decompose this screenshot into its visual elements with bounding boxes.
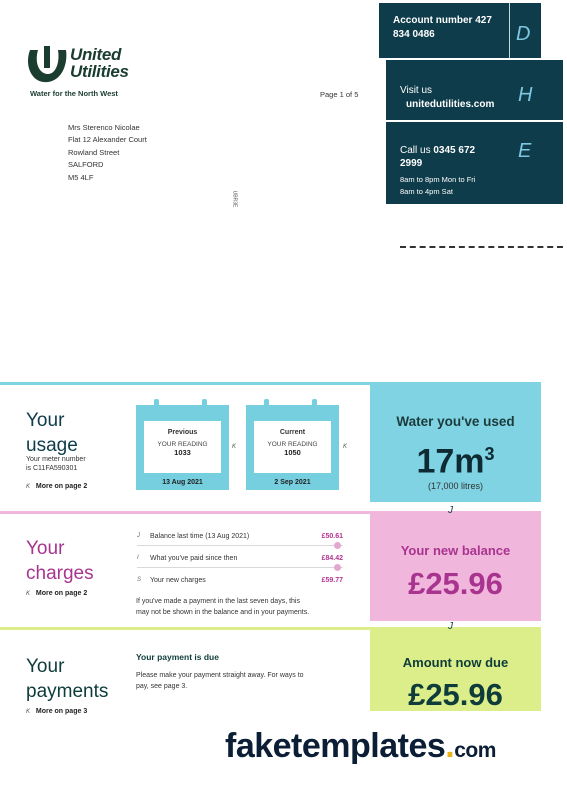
previous-reading-value: 1033: [174, 448, 191, 457]
pink-dot: [334, 542, 341, 549]
address-line: Rowland Street: [68, 147, 120, 157]
address-line: Flat 12 Alexander Court: [68, 135, 147, 145]
tear-off-line: [400, 246, 563, 248]
previous-reading-label: YOUR READING: [157, 441, 208, 448]
payment-note: If you've made a payment in the last seven days, this may not be shown in the balance and in your payments.: [136, 598, 310, 616]
usage-divider: [0, 382, 370, 385]
current-reading-label: YOUR READING: [267, 441, 318, 448]
amount-due-title: Amount now due: [402, 655, 509, 670]
address-line: Mrs Sterenco Nicolae: [68, 123, 140, 132]
customer-address: [68, 122, 147, 184]
page-indicator: Page 1 of 5: [320, 90, 359, 99]
water-used-box: [370, 382, 541, 502]
mark-k: K: [232, 444, 237, 450]
charges-more-link[interactable]: K More on page 2: [26, 590, 88, 597]
water-used-value: $17m^3$: [416, 442, 495, 481]
address-line: M5 4LF: [68, 172, 94, 182]
new-balance-value: £25.96: [408, 566, 503, 601]
charge-row: J Balance last time (13 Aug 2021) £50.61: [137, 530, 343, 546]
new-balance-box: [370, 511, 541, 621]
visit-us-box: [386, 60, 563, 120]
meter-number: Your meter number is C11FA590301: [26, 456, 86, 472]
new-balance-title: Your new balance: [400, 543, 511, 558]
account-number: 834 0486: [393, 29, 435, 40]
account-number-box: [379, 3, 541, 58]
vertical-code: UBR3E: [231, 190, 238, 208]
usage-title: Your usage: [26, 410, 78, 456]
previous-title: Previous: [167, 429, 198, 436]
current-reading-value: 1050: [284, 448, 301, 457]
amount-due-value: £25.96: [408, 677, 503, 712]
phone-number-end[interactable]: 2999: [400, 158, 423, 169]
address-line: SALFORD: [68, 160, 104, 170]
phone-number[interactable]: 0345 672: [433, 145, 476, 156]
mark-k: K: [343, 444, 348, 450]
call-label: Call us 0345 672: [400, 145, 476, 156]
call-letter: E: [518, 140, 532, 162]
visit-label: Visit us: [400, 85, 433, 96]
brand-tagline: Water for the North West: [30, 89, 118, 98]
watermark: faketemplates.com: [225, 727, 496, 765]
usage-more-link[interactable]: K More on page 2: [26, 483, 88, 490]
account-letter: D: [516, 23, 531, 45]
brand-name: United Utilities: [70, 45, 129, 81]
website-link[interactable]: unitedutilities.com: [406, 99, 495, 110]
charges-title: Your charges: [26, 538, 94, 584]
amount-due-box: [370, 627, 541, 711]
current-title: Current: [279, 429, 306, 436]
account-label: Account number 427: [393, 15, 492, 26]
payment-due-text: Please make your payment straight away. For ways to pay, see page 3.: [136, 672, 304, 690]
arrow-mark: J: [448, 505, 453, 516]
water-used-title: Water you've used: [396, 414, 515, 429]
pink-dot: [334, 564, 341, 571]
current-reading-date: 2 Sep 2021: [274, 479, 311, 486]
payments-divider: [0, 627, 370, 630]
call-us-box: [386, 122, 563, 204]
arrow-mark: J: [448, 621, 453, 632]
water-used-litres: (17,000 litres): [427, 481, 484, 492]
charges-divider: [0, 511, 370, 514]
charge-row: I What you've paid since then £84.42: [137, 552, 343, 568]
payments-more-link[interactable]: K More on page 3: [26, 708, 88, 715]
payments-title: Your payments: [26, 656, 109, 702]
hours-saturday: 8am to 4pm Sat: [400, 187, 453, 196]
hours-weekday: 8am to 8pm Mon to Fri: [400, 175, 476, 184]
visit-letter: H: [518, 84, 533, 106]
current-reading-calendar: [246, 405, 339, 490]
previous-reading-calendar: [136, 405, 229, 490]
payment-due-title: Your payment is due: [136, 652, 219, 662]
charge-row: S Your new charges £59.77: [137, 577, 343, 584]
previous-reading-date: 13 Aug 2021: [162, 479, 203, 486]
